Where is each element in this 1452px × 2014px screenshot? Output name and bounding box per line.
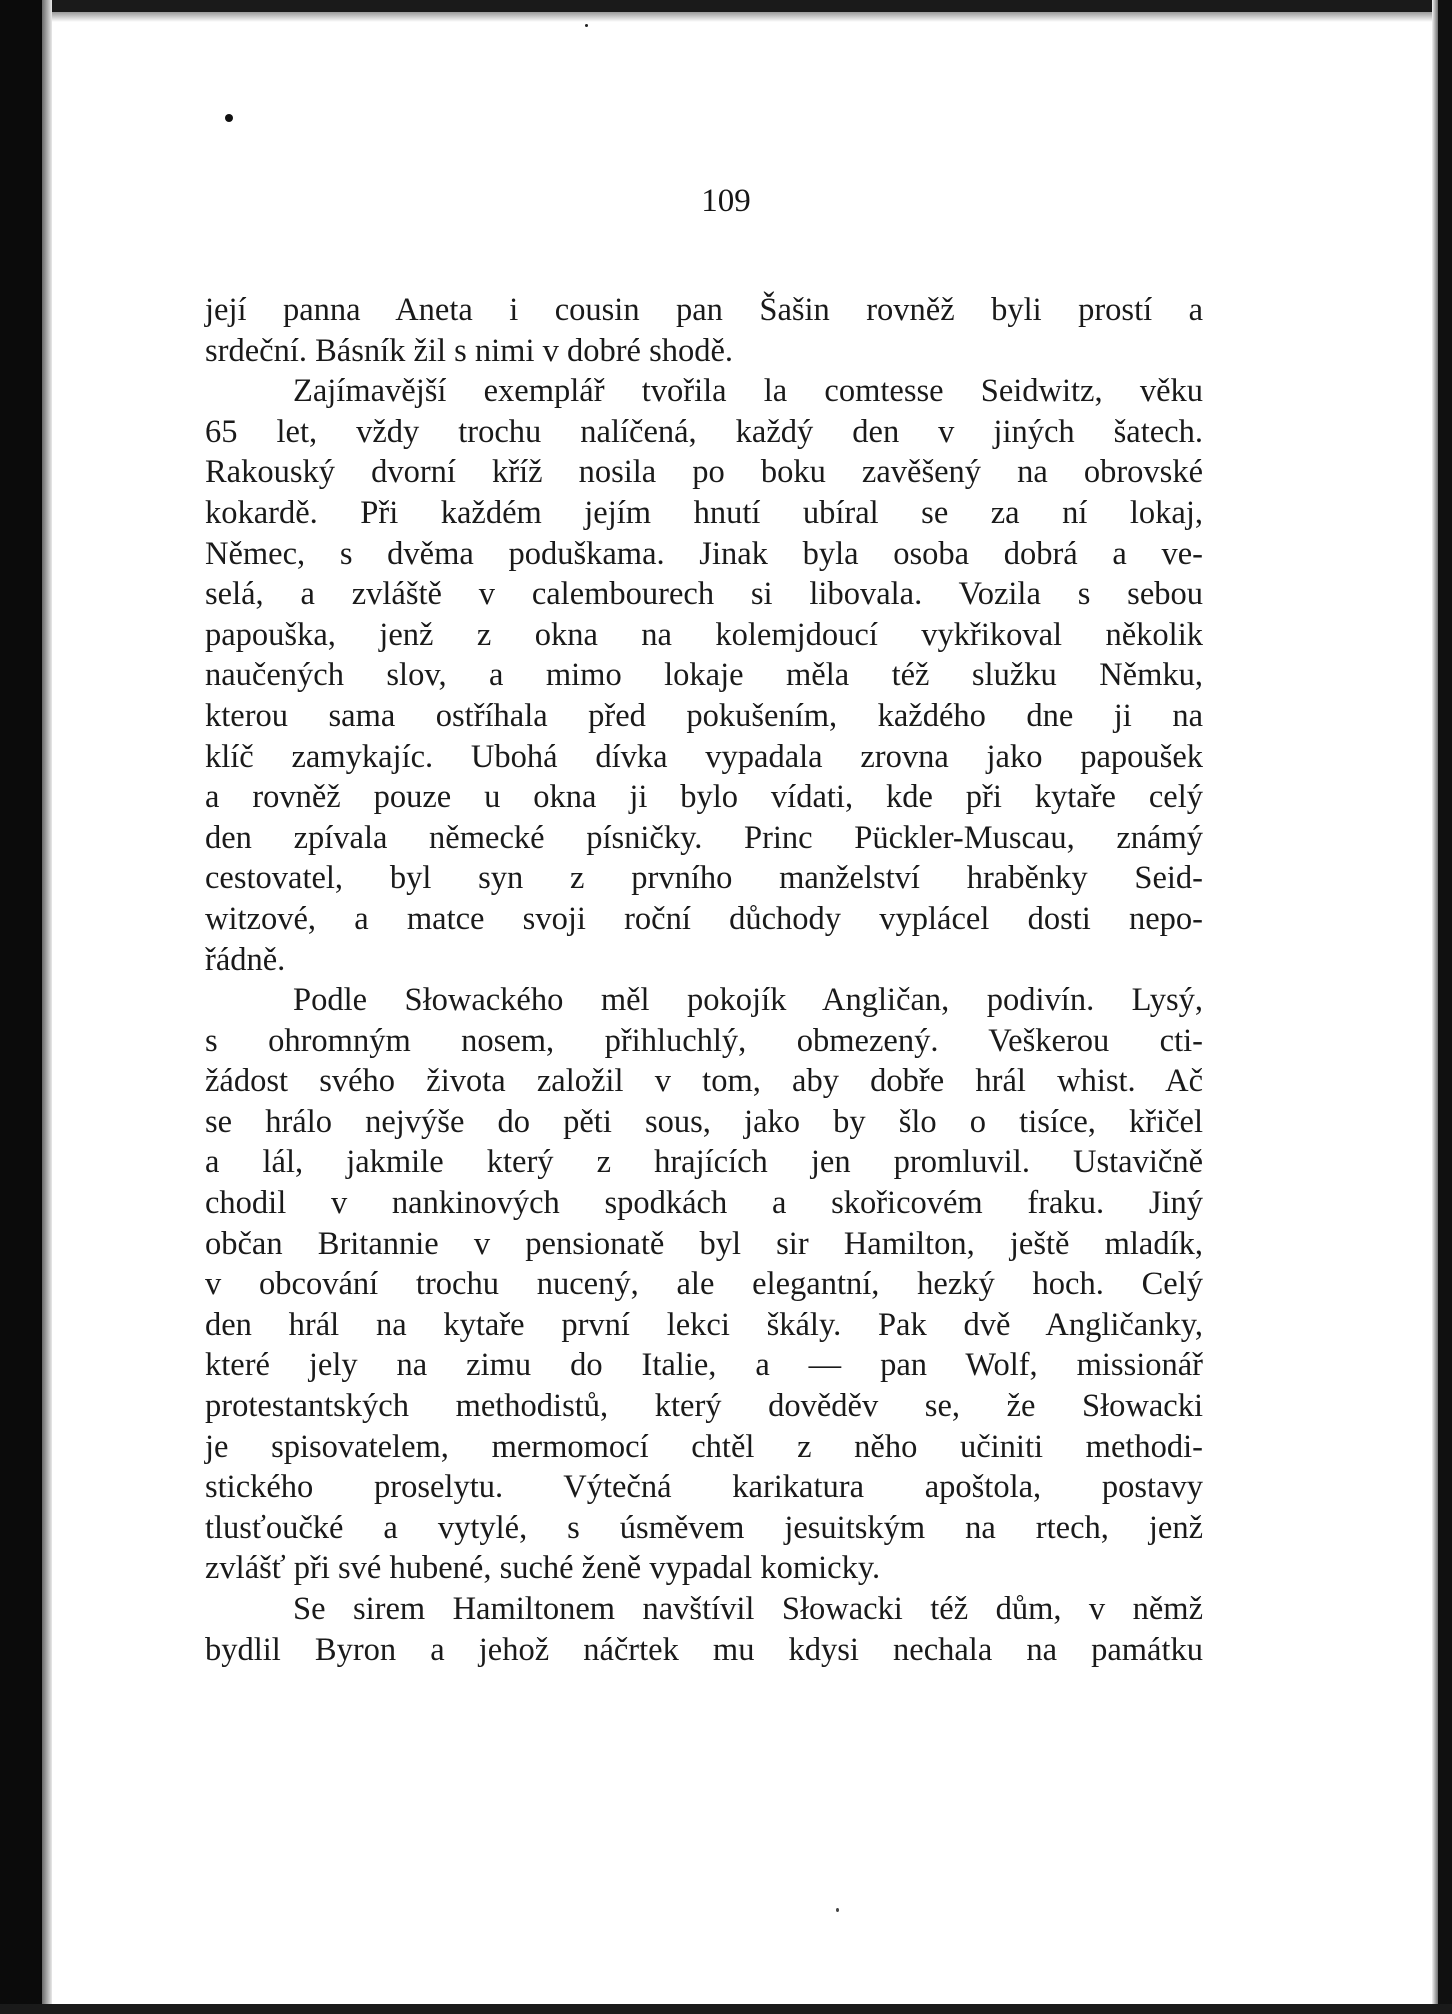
scan-border-left xyxy=(0,0,42,2014)
text-line: selá, a zvláště v calembourech si libovala. Vozila s sebou xyxy=(205,576,1203,613)
page-number: 109 xyxy=(701,183,751,219)
text-line: bydlil Byron a jehož náčrtek mu kdysi nechala na památku xyxy=(205,1631,1203,1668)
text-line: kterou sama ostříhala před pokušením, každého dne ji na xyxy=(205,697,1203,734)
text-line: tlusťoučké a vytylé, s úsměvem jesuitským na rtech, jenž xyxy=(205,1509,1203,1546)
text-line: žádost svého života založil v tom, aby dobře hrál whist. Ač xyxy=(205,1063,1203,1100)
text-line: srdeční. Básník žil s nimi v dobré shodě. xyxy=(205,332,734,369)
scan-border-top-shadow xyxy=(0,12,1452,22)
text-line: cestovatel, byl syn z prvního manželství hraběnky Seid- xyxy=(205,860,1203,897)
text-line: chodil v nankinových spodkách a skořicovém fraku. Jiný xyxy=(205,1185,1203,1222)
text-line: Rakouský dvorní kříž nosila po boku zavěšený na obrovské xyxy=(205,454,1203,491)
scan-border-right xyxy=(1438,0,1452,2014)
text-line: klíč zamykajíc. Ubohá dívka vypadala zrovna jako papoušek xyxy=(205,738,1203,775)
text-line: a rovněž pouze u okna ji bylo vídati, kde při kytaře celý xyxy=(205,779,1203,816)
ink-speck xyxy=(585,24,588,27)
text-line: s ohromným nosem, přihluchlý, obmezený. Veškerou cti- xyxy=(205,1022,1203,1059)
text-line: Němec, s dvěma poduškama. Jinak byla osoba dobrá a ve- xyxy=(205,535,1203,572)
text-line: Se sirem Hamiltonem navštívil Słowacki též dům, v němž xyxy=(293,1591,1203,1627)
text-line: řádně. xyxy=(205,941,286,978)
text-line: den hrál na kytaře první lekci škály. Pak dvě Angličanky, xyxy=(205,1306,1203,1343)
text-line: Zajímavější exemplář tvořila la comtesse Seidwitz, věku xyxy=(293,373,1203,410)
text-line: den zpívala německé písničky. Princ Pückler-Muscau, známý xyxy=(205,819,1203,856)
ink-speck xyxy=(836,1908,839,1912)
scan-border-right-shadow xyxy=(1432,0,1438,2014)
text-line: občan Britannie v pensionatě byl sir Hamilton, ještě mladík, xyxy=(205,1225,1203,1262)
text-line: protestantských methodistů, který dověděv se, že Słowacki xyxy=(205,1388,1203,1425)
text-line: které jely na zimu do Italie, a — pan Wolf, missionář xyxy=(205,1347,1203,1384)
text-line: v obcování trochu nucený, ale elegantní, hezký hoch. Celý xyxy=(205,1266,1203,1303)
text-line: stického proselytu. Výtečná karikatura apoštola, postavy xyxy=(205,1469,1203,1506)
text-line: Podle Słowackého měl pokojík Angličan, podivín. Lysý, xyxy=(293,982,1203,1019)
ink-speck xyxy=(225,114,233,122)
text-line: papouška, jenž z okna na kolemjdoucí vykřikoval několik xyxy=(205,616,1203,653)
text-line: 65 let, vždy trochu nalíčená, každý den v jiných šatech. xyxy=(205,413,1203,450)
text-line: a lál, jakmile který z hrajících jen promluvil. Ustavičně xyxy=(205,1144,1203,1181)
text-line: je spisovatelem, mermomocí chtěl z něho učiniti methodi- xyxy=(205,1428,1203,1465)
text-line: kokardě. Při každém jejím hnutí ubíral se za ní lokaj, xyxy=(205,494,1203,531)
scan-border-top xyxy=(0,0,1452,12)
text-line: její panna Aneta i cousin pan Šašin rovněž byli prostí a xyxy=(205,292,1203,328)
text-line: zvlášť při své hubené, suché ženě vypadal komicky. xyxy=(205,1550,881,1587)
scan-border-left-shadow xyxy=(42,0,52,2014)
scan-border-bottom xyxy=(0,2004,1452,2014)
text-line: se hrálo nejvýše do pěti sous, jako by šlo o tisíce, křičel xyxy=(205,1103,1203,1140)
text-line: naučených slov, a mimo lokaje měla též služku Němku, xyxy=(205,657,1203,694)
body-text xyxy=(205,290,1203,1670)
text-line: witzové, a matce svoji roční důchody vyplácel dosti nepo- xyxy=(205,900,1203,937)
